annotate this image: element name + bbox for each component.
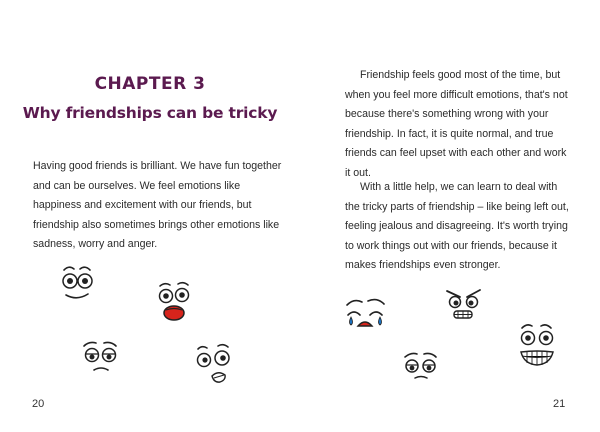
sad-face-icon [78, 338, 124, 374]
page-number-left: 20 [32, 398, 45, 410]
grinning-face-icon [516, 322, 558, 370]
chapter-title: Why friendships can be tricky [22, 104, 278, 122]
confused-face-icon [192, 342, 238, 388]
chapter-label: CHAPTER 3 [94, 74, 206, 94]
right-paragraph-2: With a little help, we can learn to deal with the tricky parts of friendship – like being left out, feeling jealous and disagreeing. It's worth trying to work things out with our friends, because it makes friendships even stronger. [345, 181, 569, 272]
worried-face-icon [400, 350, 442, 382]
left-paragraph: Having good friends is brilliant. We have fun together and can be ourselves. We feel emotions like happiness and excitement with our friends, but friendship also sometimes brings other emotions like sadness, worry and anger. [33, 160, 282, 251]
happy-face-icon [56, 264, 100, 304]
angry-face-icon [443, 286, 485, 322]
right-paragraph-1: Friendship feels good most of the time, but when you feel more difficult emotions, that's not because there's something wrong with your friendship. In fact, it is quite normal, and true friends can feel upset with each other and work it out. [345, 69, 568, 179]
crying-face-icon [342, 296, 390, 330]
shocked-face-icon [154, 280, 198, 324]
page-number-right: 21 [553, 398, 566, 410]
